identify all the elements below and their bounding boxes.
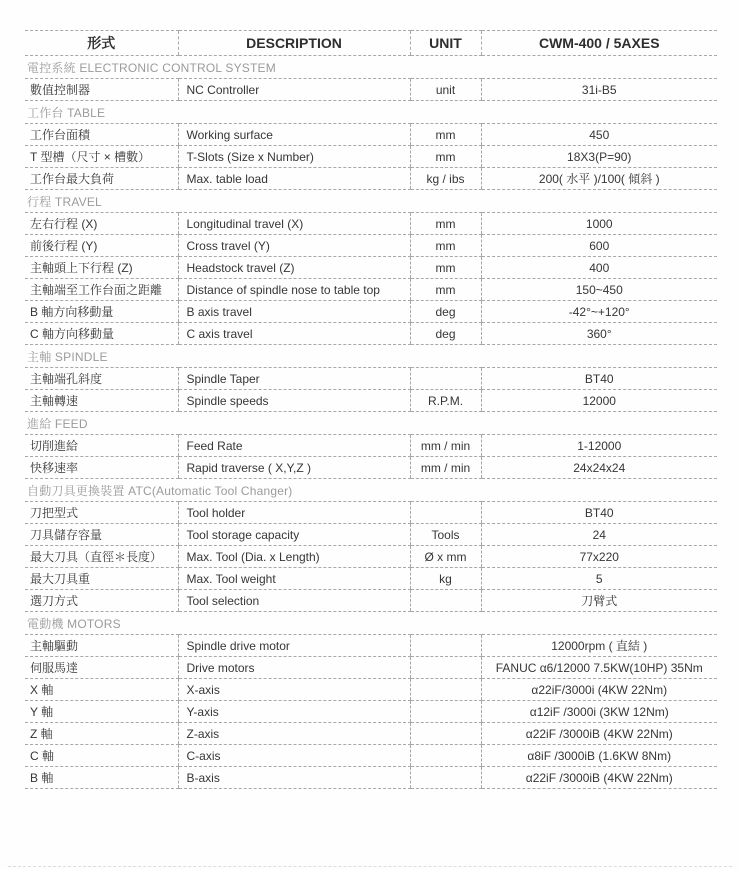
- spec-value: 600: [481, 235, 717, 257]
- spec-label: 工作台面積: [25, 124, 178, 146]
- spec-value: 18X3(P=90): [481, 146, 717, 168]
- spec-unit: [410, 723, 481, 745]
- spec-label: Z 軸: [25, 723, 178, 745]
- spec-unit: mm / min: [410, 435, 481, 457]
- spec-description: Max. Tool (Dia. x Length): [178, 546, 410, 568]
- section-row: [25, 479, 717, 502]
- spec-label: 主軸頭上下行程 (Z): [25, 257, 178, 279]
- section-row: [25, 412, 717, 435]
- spec-description: B-axis: [178, 767, 410, 789]
- spec-row: [25, 301, 717, 323]
- spec-description: C-axis: [178, 745, 410, 767]
- spec-unit: [410, 745, 481, 767]
- spec-value: α22iF /3000iB (4KW 22Nm): [481, 723, 717, 745]
- spec-description: C axis travel: [178, 323, 410, 345]
- spec-row: [25, 257, 717, 279]
- spec-value: 360°: [481, 323, 717, 345]
- spec-unit: Ø x mm: [410, 546, 481, 568]
- spec-description: Spindle speeds: [178, 390, 410, 412]
- spec-unit: kg / ibs: [410, 168, 481, 190]
- spec-label: 主軸驅動: [25, 635, 178, 657]
- section-row: [25, 101, 717, 124]
- spec-label: 前後行程 (Y): [25, 235, 178, 257]
- header-row: [25, 31, 717, 56]
- spec-description: Z-axis: [178, 723, 410, 745]
- spec-row: [25, 368, 717, 390]
- spec-row: [25, 323, 717, 345]
- spec-unit: deg: [410, 323, 481, 345]
- spec-value: BT40: [481, 502, 717, 524]
- spec-row: [25, 635, 717, 657]
- spec-label: C 軸方向移動量: [25, 323, 178, 345]
- spec-label: T 型槽（尺寸 × 槽數）: [25, 146, 178, 168]
- section-title: 電動機 MOTORS: [27, 617, 121, 631]
- spec-value: 24x24x24: [481, 457, 717, 479]
- spec-value: 31i-B5: [481, 79, 717, 101]
- spec-description: Drive motors: [178, 657, 410, 679]
- spec-unit: [410, 635, 481, 657]
- spec-value: FANUC α6/12000 7.5KW(10HP) 35Nm: [481, 657, 717, 679]
- spec-description: Distance of spindle nose to table top: [178, 279, 410, 301]
- section-title: 工作台 TABLE: [27, 106, 106, 120]
- spec-description: Feed Rate: [178, 435, 410, 457]
- spec-row: [25, 767, 717, 789]
- spec-label: 選刀方式: [25, 590, 178, 612]
- spec-row: [25, 745, 717, 767]
- spec-label: 切削進給: [25, 435, 178, 457]
- section-title: 主軸 SPINDLE: [27, 350, 108, 364]
- spec-description: T-Slots (Size x Number): [178, 146, 410, 168]
- spec-label: 主軸端孔斜度: [25, 368, 178, 390]
- spec-value: 200( 水平 )/100( 傾斜 ): [481, 168, 717, 190]
- spec-description: NC Controller: [178, 79, 410, 101]
- spec-unit: R.P.M.: [410, 390, 481, 412]
- spec-row: [25, 546, 717, 568]
- spec-description: Rapid traverse ( X,Y,Z ): [178, 457, 410, 479]
- spec-description: Y-axis: [178, 701, 410, 723]
- spec-value: BT40: [481, 368, 717, 390]
- spec-description: Tool storage capacity: [178, 524, 410, 546]
- section-row: [25, 190, 717, 213]
- spec-unit: deg: [410, 301, 481, 323]
- spec-value: 12000: [481, 390, 717, 412]
- spec-unit: unit: [410, 79, 481, 101]
- spec-row: [25, 679, 717, 701]
- spec-description: Cross travel (Y): [178, 235, 410, 257]
- spec-row: [25, 524, 717, 546]
- spec-value: 450: [481, 124, 717, 146]
- spec-value: α22iF /3000iB (4KW 22Nm): [481, 767, 717, 789]
- spec-value: 24: [481, 524, 717, 546]
- section-title: 行程 TRAVEL: [27, 195, 102, 209]
- section-title: 進給 FEED: [27, 417, 88, 431]
- spec-value: 1-12000: [481, 435, 717, 457]
- spec-label: C 軸: [25, 745, 178, 767]
- spec-row: [25, 79, 717, 101]
- spec-unit: mm: [410, 235, 481, 257]
- spec-description: Max. Tool weight: [178, 568, 410, 590]
- header-col-unit: UNIT: [410, 31, 481, 56]
- spec-row: [25, 168, 717, 190]
- spec-row: [25, 390, 717, 412]
- spec-value: 400: [481, 257, 717, 279]
- spec-row: [25, 590, 717, 612]
- spec-label: 左右行程 (X): [25, 213, 178, 235]
- spec-row: [25, 701, 717, 723]
- spec-row: [25, 213, 717, 235]
- section-row: [25, 612, 717, 635]
- spec-unit: mm: [410, 124, 481, 146]
- spec-label: Y 軸: [25, 701, 178, 723]
- spec-row: [25, 235, 717, 257]
- section-row: [25, 56, 717, 79]
- spec-table: [25, 30, 717, 789]
- spec-label: 最大刀具（直徑＊長度）: [25, 546, 178, 568]
- spec-row: [25, 502, 717, 524]
- header-col-model: CWM-400 / 5AXES: [481, 31, 717, 56]
- spec-row: [25, 657, 717, 679]
- spec-label: 主軸轉速: [25, 390, 178, 412]
- spec-value: α22iF/3000i (4KW 22Nm): [481, 679, 717, 701]
- spec-value: 1000: [481, 213, 717, 235]
- spec-label: 刀具儲存容量: [25, 524, 178, 546]
- spec-description: Tool selection: [178, 590, 410, 612]
- header-col-type: 形式: [25, 31, 178, 56]
- spec-label: 數值控制器: [25, 79, 178, 101]
- spec-unit: [410, 657, 481, 679]
- spec-value: 12000rpm ( 直結 ): [481, 635, 717, 657]
- section-title: 自動刀具更換裝置 ATC(Automatic Tool Changer): [27, 484, 293, 498]
- page-bottom-rule: [8, 866, 732, 867]
- spec-label: 最大刀具重: [25, 568, 178, 590]
- section-title: 電控系統 ELECTRONIC CONTROL SYSTEM: [27, 61, 276, 75]
- spec-unit: mm / min: [410, 457, 481, 479]
- spec-label: 主軸端至工作台面之距離: [25, 279, 178, 301]
- spec-value: 5: [481, 568, 717, 590]
- spec-table-body: [25, 56, 717, 789]
- spec-unit: mm: [410, 257, 481, 279]
- spec-description: Spindle Taper: [178, 368, 410, 390]
- spec-label: 快移速率: [25, 457, 178, 479]
- spec-value: 77x220: [481, 546, 717, 568]
- spec-value: 刀臂式: [481, 590, 717, 612]
- spec-value: α8iF /3000iB (1.6KW 8Nm): [481, 745, 717, 767]
- spec-unit: [410, 368, 481, 390]
- spec-label: 伺服馬達: [25, 657, 178, 679]
- spec-label: X 軸: [25, 679, 178, 701]
- spec-value: α12iF /3000i (3KW 12Nm): [481, 701, 717, 723]
- spec-description: Longitudinal travel (X): [178, 213, 410, 235]
- spec-description: Working surface: [178, 124, 410, 146]
- spec-value: -42°~+120°: [481, 301, 717, 323]
- spec-description: B axis travel: [178, 301, 410, 323]
- spec-description: Spindle drive motor: [178, 635, 410, 657]
- spec-row: [25, 435, 717, 457]
- spec-unit: mm: [410, 279, 481, 301]
- spec-label: 刀把型式: [25, 502, 178, 524]
- spec-unit: [410, 502, 481, 524]
- spec-unit: [410, 590, 481, 612]
- spec-row: [25, 146, 717, 168]
- spec-unit: kg: [410, 568, 481, 590]
- spec-label: B 軸方向移動量: [25, 301, 178, 323]
- spec-row: [25, 279, 717, 301]
- spec-row: [25, 723, 717, 745]
- spec-label: 工作台最大負荷: [25, 168, 178, 190]
- spec-row: [25, 568, 717, 590]
- spec-unit: Tools: [410, 524, 481, 546]
- spec-unit: [410, 767, 481, 789]
- spec-description: Headstock travel (Z): [178, 257, 410, 279]
- spec-value: 150~450: [481, 279, 717, 301]
- spec-unit: mm: [410, 213, 481, 235]
- spec-row: [25, 457, 717, 479]
- spec-description: Tool holder: [178, 502, 410, 524]
- spec-row: [25, 124, 717, 146]
- spec-description: Max. table load: [178, 168, 410, 190]
- section-row: [25, 345, 717, 368]
- header-col-description: DESCRIPTION: [178, 31, 410, 56]
- spec-label: B 軸: [25, 767, 178, 789]
- spec-unit: [410, 701, 481, 723]
- spec-description: X-axis: [178, 679, 410, 701]
- spec-unit: mm: [410, 146, 481, 168]
- spec-unit: [410, 679, 481, 701]
